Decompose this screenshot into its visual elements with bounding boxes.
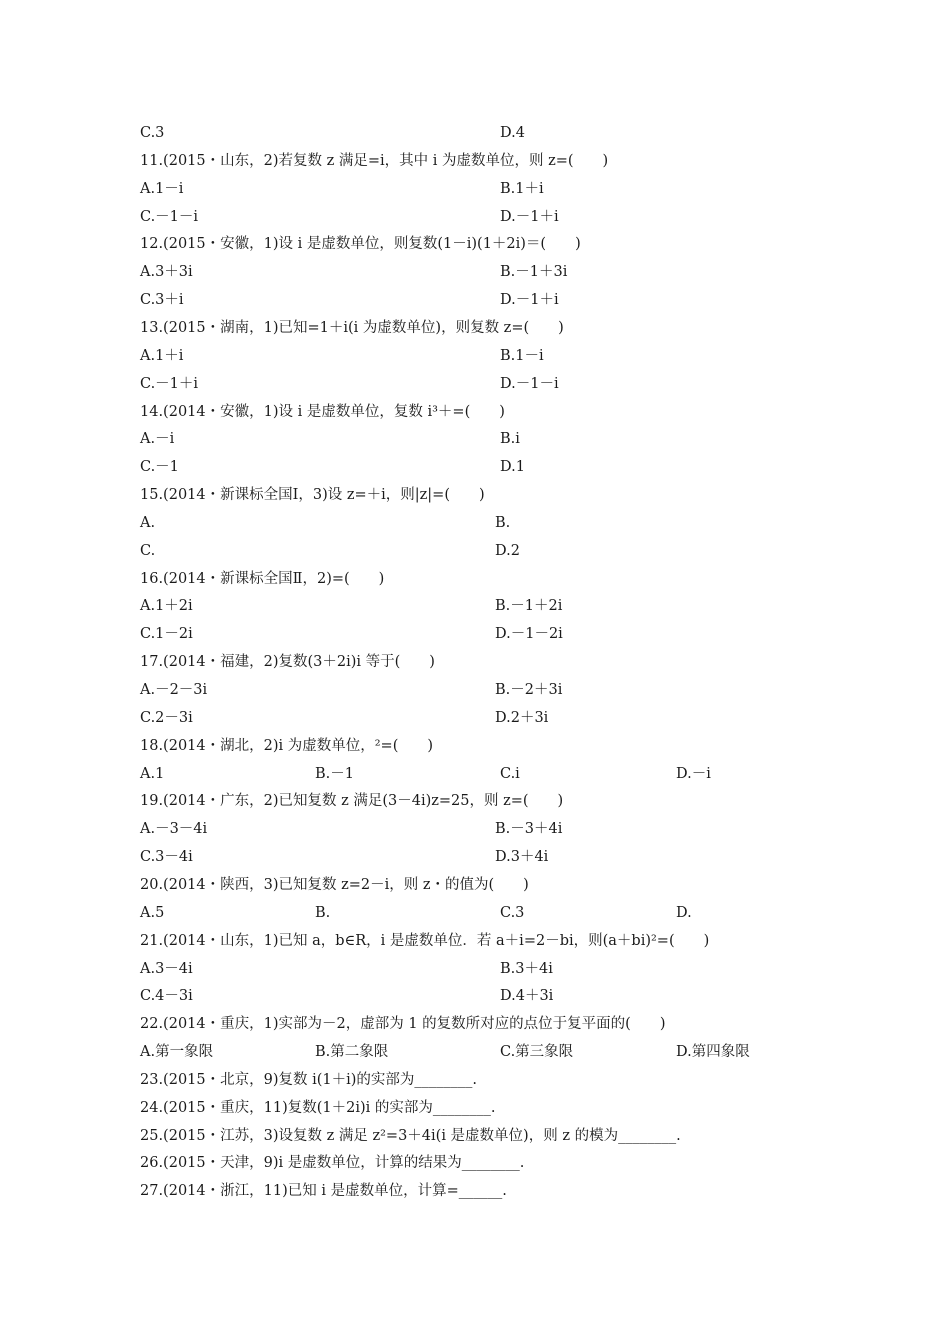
- answer-option: C.－1－i: [140, 209, 199, 225]
- answer-option: B.1－i: [500, 348, 544, 364]
- question-text: 12.(2015・安徽，1)设 i 是虚数单位，则复数(1－i)(1＋2i)＝( ): [140, 236, 581, 252]
- answer-option: A.1: [140, 766, 165, 782]
- question-text: 13.(2015・湖南，1)已知=1＋i(i 为虚数单位)，则复数 z=( ): [140, 320, 564, 336]
- question-text: 21.(2014・山东，1)已知 a，b∈R，i 是虚数单位．若 a＋i=2－bi，则(a＋bi)²=( ): [140, 933, 710, 949]
- answer-option: B.－3＋4i: [495, 821, 563, 837]
- answer-option: B.－1＋2i: [495, 598, 563, 614]
- answer-option: B.第二象限: [315, 1044, 389, 1060]
- answer-option: C.－1＋i: [140, 376, 199, 392]
- answer-option: D.3＋4i: [495, 849, 549, 865]
- answer-option: D.－1＋i: [500, 209, 559, 225]
- question-text: 23.(2015・北京，9)复数 i(1＋i)的实部为________.: [140, 1072, 478, 1088]
- answer-option: C.－1: [140, 459, 179, 475]
- answer-option: B.1＋i: [500, 181, 544, 197]
- question-text: 26.(2015・天津，9)i 是虚数单位，计算的结果为________.: [140, 1155, 525, 1171]
- question-text: 24.(2015・重庆，11)复数(1＋2i)i 的实部为________.: [140, 1100, 496, 1116]
- answer-option: B.－1＋3i: [500, 264, 568, 280]
- answer-option: D.－1＋i: [500, 292, 559, 308]
- answer-option: A.－i: [140, 431, 175, 447]
- answer-option: A.－3－4i: [140, 821, 208, 837]
- question-text: 18.(2014・湖北，2)i 为虚数单位，²=( ): [140, 738, 434, 754]
- question-text: 17.(2014・福建，2)复数(3＋2i)i 等于( ): [140, 654, 435, 670]
- answer-option: B.: [315, 905, 331, 921]
- answer-option: A.3－4i: [140, 961, 193, 977]
- question-text: 25.(2015・江苏，3)设复数 z 满足 z²=3＋4i(i 是虚数单位)，则 z 的模为________.: [140, 1128, 681, 1144]
- answer-option: B.－1: [315, 766, 354, 782]
- answer-option: B.i: [500, 431, 520, 447]
- answer-option: C.3－4i: [140, 849, 193, 865]
- answer-option: B.: [495, 515, 511, 531]
- answer-option: D.2＋3i: [495, 710, 549, 726]
- answer-option: C.2－3i: [140, 710, 193, 726]
- answer-option: A.第一象限: [140, 1044, 214, 1060]
- answer-option: C.: [140, 543, 156, 559]
- answer-option: A.1＋2i: [140, 598, 193, 614]
- question-text: 14.(2014・安徽，1)设 i 是虚数单位，复数 i³＋=( ): [140, 404, 505, 420]
- answer-option: D.2: [495, 543, 520, 559]
- question-text: 19.(2014・广东，2)已知复数 z 满足(3－4i)z=25，则 z=( ): [140, 793, 564, 809]
- answer-option: D.第四象限: [676, 1044, 750, 1060]
- answer-option: A.－2－3i: [140, 682, 208, 698]
- answer-option: A.: [140, 515, 156, 531]
- answer-option: D.－1－2i: [495, 626, 563, 642]
- answer-option: C.i: [500, 766, 520, 782]
- question-text: 11.(2015・山东，2)若复数 z 满足=i，其中 i 为虚数单位，则 z=( ): [140, 153, 609, 169]
- answer-option: D.: [676, 905, 692, 921]
- answer-option: D.4＋3i: [500, 988, 554, 1004]
- answer-option: A.3＋3i: [140, 264, 193, 280]
- question-text: 27.(2014・浙江，11)已知 i 是虚数单位，计算=______.: [140, 1183, 507, 1199]
- question-text: 22.(2014・重庆，1)实部为－2，虚部为 1 的复数所对应的点位于复平面的( ): [140, 1016, 666, 1032]
- answer-option: B.－2＋3i: [495, 682, 563, 698]
- question-text: 20.(2014・陕西，3)已知复数 z=2－i，则 z・的值为( ): [140, 877, 529, 893]
- answer-option: C.3＋i: [140, 292, 184, 308]
- answer-option: D.－i: [676, 766, 711, 782]
- answer-option: D.－1－i: [500, 376, 559, 392]
- answer-option: D.4: [500, 125, 525, 141]
- answer-option: A.1－i: [140, 181, 184, 197]
- question-text: 15.(2014・新课标全国Ⅰ，3)设 z=＋i，则|z|=( ): [140, 487, 485, 503]
- answer-option: C.1－2i: [140, 626, 193, 642]
- answer-option: A.5: [140, 905, 165, 921]
- answer-option: D.1: [500, 459, 525, 475]
- question-text: 16.(2014・新课标全国Ⅱ，2)=( ): [140, 571, 385, 587]
- answer-option: B.3＋4i: [500, 961, 553, 977]
- answer-option: A.1＋i: [140, 348, 184, 364]
- answer-option: C.3: [140, 125, 165, 141]
- answer-option: C.3: [500, 905, 525, 921]
- answer-option: C.4－3i: [140, 988, 193, 1004]
- answer-option: C.第三象限: [500, 1044, 574, 1060]
